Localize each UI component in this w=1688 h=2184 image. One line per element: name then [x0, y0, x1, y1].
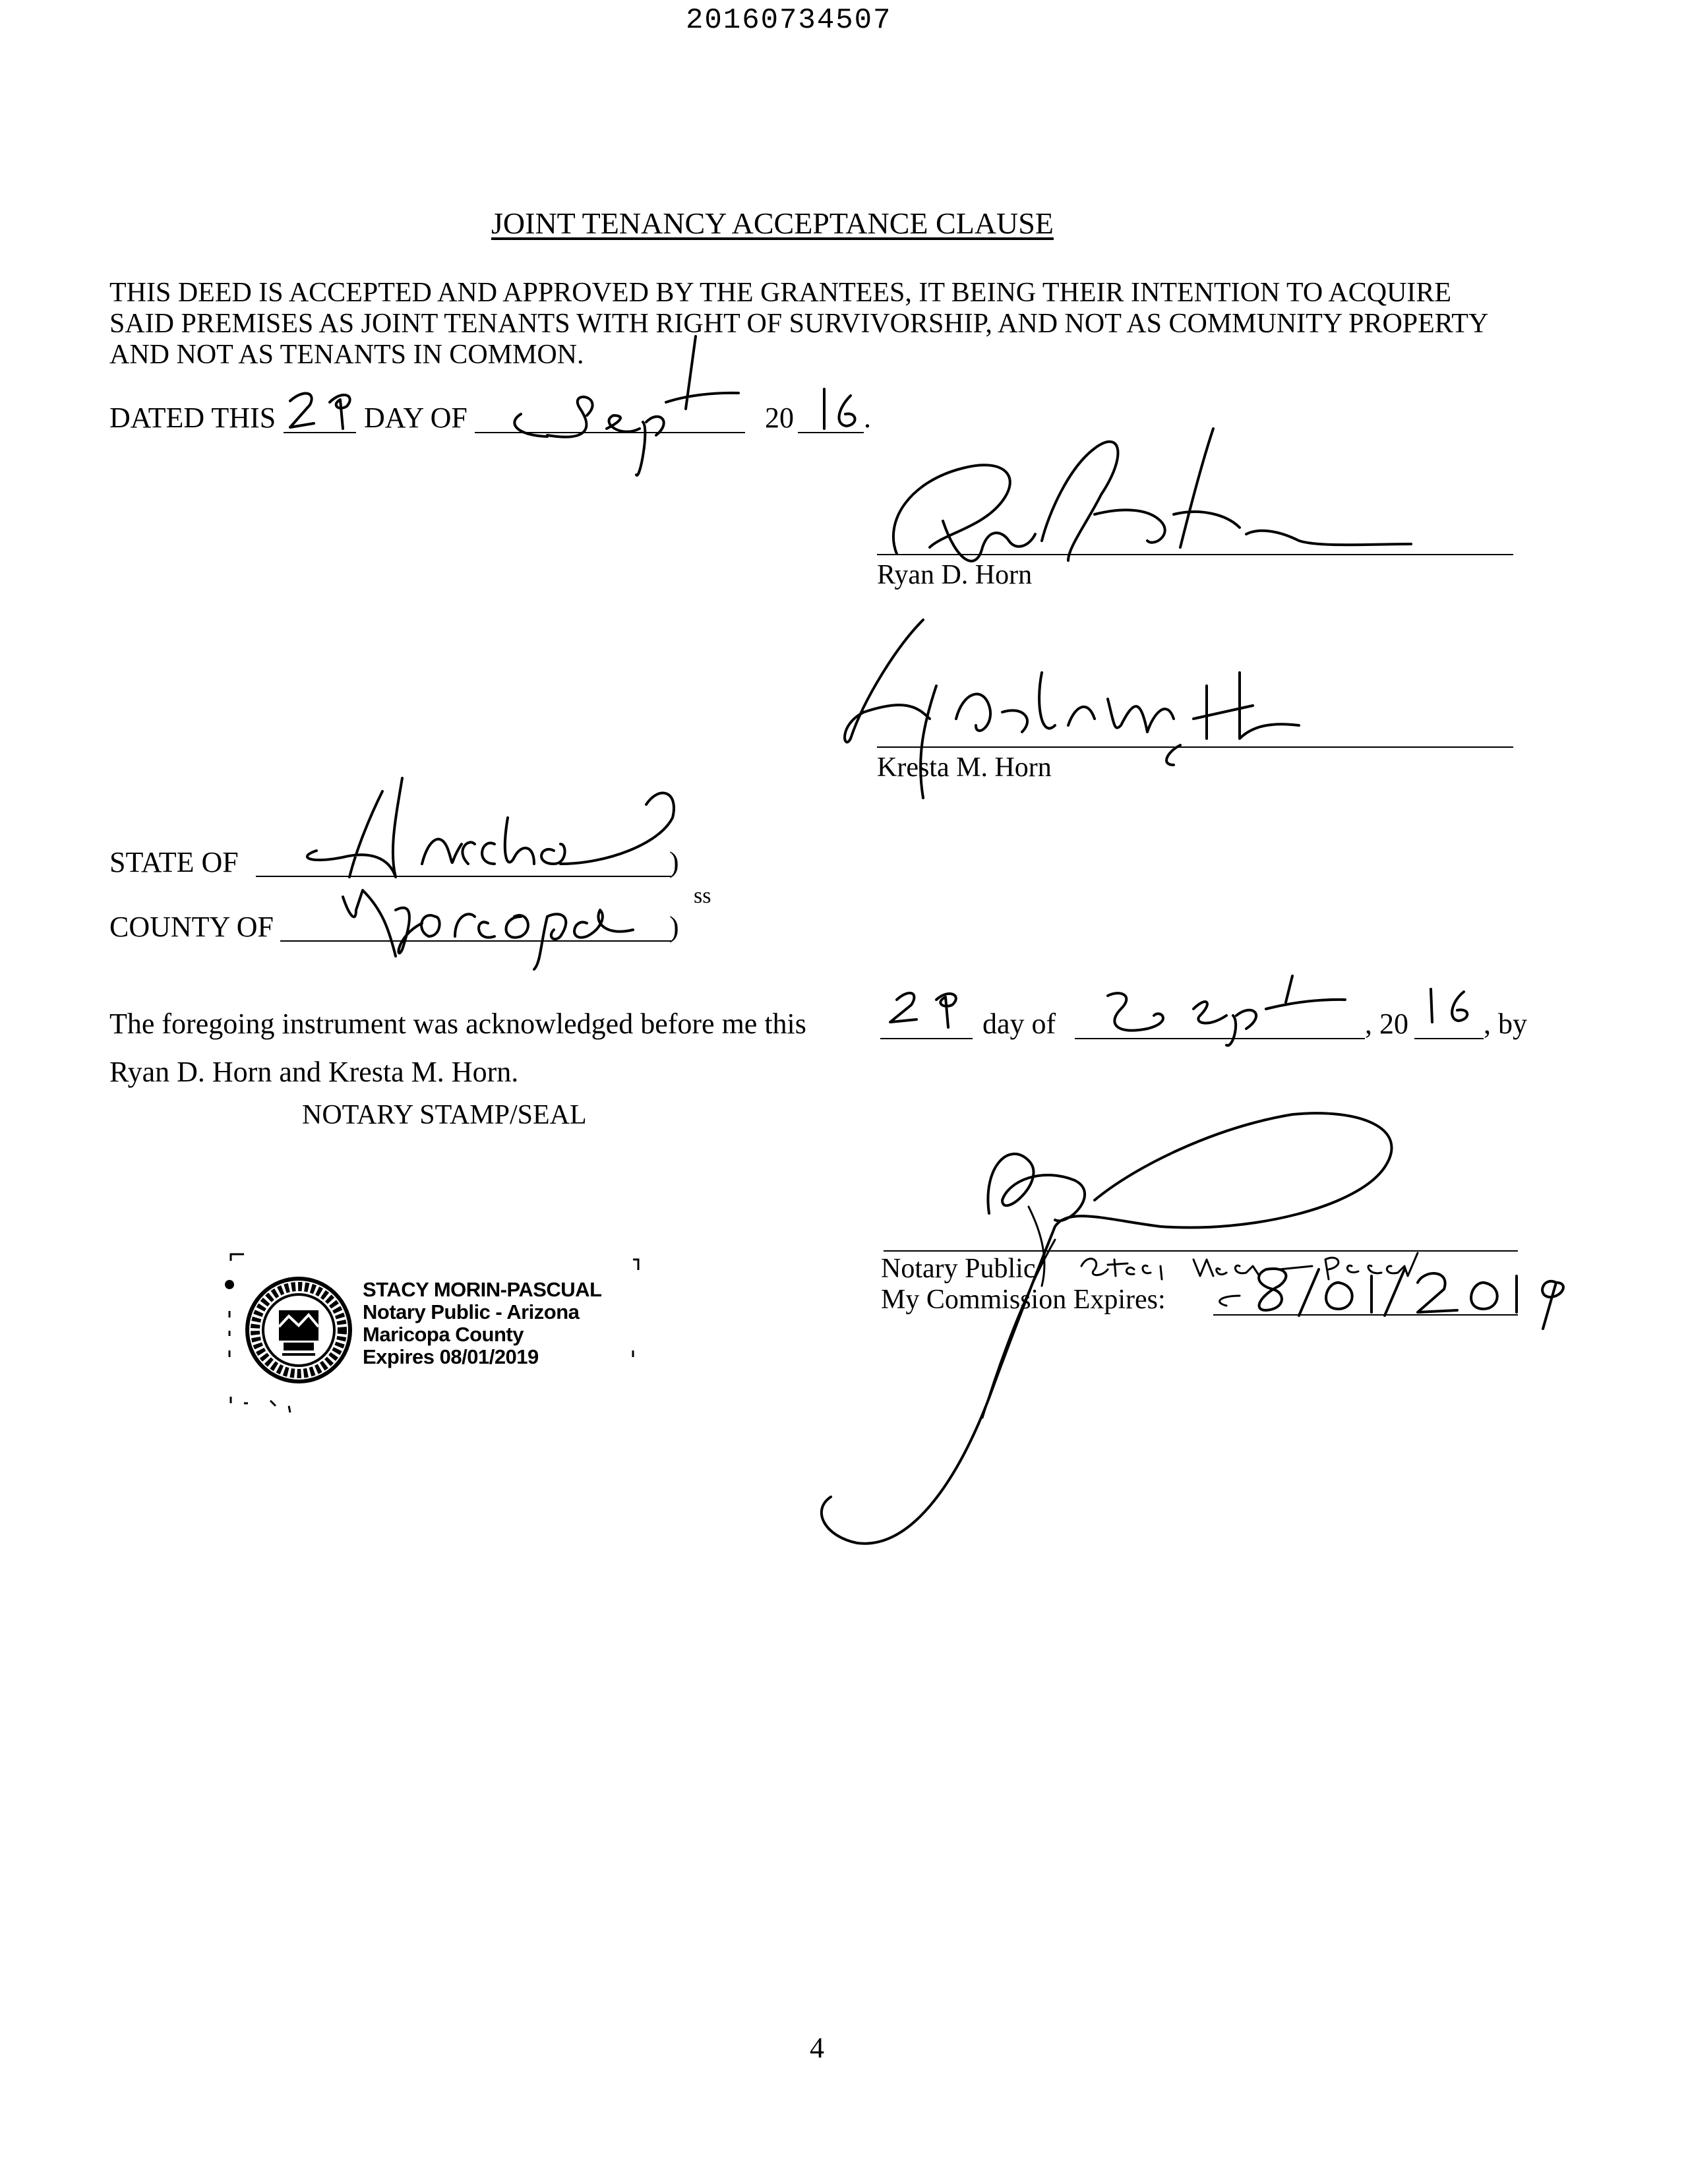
ack-day-label: day of — [982, 1008, 1056, 1040]
ss-label: ss — [694, 884, 711, 908]
dated-day-handwriting — [284, 382, 363, 435]
stamp-expires: Expires 08/01/2019 — [363, 1345, 539, 1368]
ack-year-prefix: , 20 — [1365, 1008, 1408, 1040]
ack-year-handwriting — [1418, 983, 1484, 1035]
dated-year-prefix: 20 — [765, 402, 794, 434]
state-label: STATE OF — [109, 846, 239, 878]
dated-month-handwriting — [508, 330, 771, 495]
signer2-name: Kresta M. Horn — [877, 752, 1052, 783]
ack-text-before: The foregoing instrument was acknowledged before me this — [109, 1008, 806, 1040]
signer1-signature-line — [877, 554, 1513, 555]
stamp-name: STACY MORIN-PASCUAL — [363, 1278, 602, 1301]
ryan-horn-signature — [870, 415, 1437, 580]
ack-text-after: , by — [1484, 1008, 1527, 1040]
signer2-signature-line — [877, 746, 1513, 748]
ack-day-handwriting — [877, 983, 969, 1035]
notary-stamp-label: NOTARY STAMP/SEAL — [302, 1100, 587, 1130]
clause-line-3: AND NOT AS TENANTS IN COMMON. — [109, 340, 584, 370]
notary-stamp — [224, 1252, 646, 1410]
dated-year-handwriting — [811, 382, 877, 442]
dated-end: . — [864, 402, 871, 434]
notary-signature — [791, 1088, 1556, 1576]
stamp-county: Maricopa County — [363, 1323, 524, 1346]
state-seal-icon — [243, 1274, 355, 1386]
dated-prefix: DATED THIS — [109, 402, 276, 434]
notary-public-label: Notary Public — [881, 1254, 1036, 1284]
county-label: COUNTY OF — [109, 911, 274, 943]
document-title: JOINT TENANCY ACCEPTANCE CLAUSE — [491, 206, 1054, 240]
ack-year-blank — [1414, 1038, 1484, 1039]
commission-handwriting — [1240, 1256, 1582, 1329]
county-bracket: ) — [669, 911, 679, 943]
ack-day-blank — [880, 1038, 973, 1039]
clause-line-1: THIS DEED IS ACCEPTED AND APPROVED BY THE GRANTEES, IT BEING THEIR INTENTION TO ACQUIRE — [109, 278, 1452, 308]
commission-label: My Commission Expires: — [881, 1285, 1166, 1315]
signer1-name: Ryan D. Horn — [877, 560, 1033, 590]
county-handwriting — [330, 870, 673, 969]
dated-day-label: DAY OF — [364, 402, 467, 434]
ack-names: Ryan D. Horn and Kresta M. Horn. — [109, 1056, 519, 1088]
ack-month-handwriting — [1095, 969, 1372, 1048]
stamp-title: Notary Public - Arizona — [363, 1300, 580, 1323]
document-number: 20160734507 — [686, 4, 892, 37]
state-bracket: ) — [669, 846, 679, 878]
clause-line-2: SAID PREMISES AS JOINT TENANTS WITH RIGHT OF SURVIVORSHIP, AND NOT AS COMMUNITY PROPERTY — [109, 309, 1489, 339]
page-number: 4 — [810, 2032, 824, 2064]
